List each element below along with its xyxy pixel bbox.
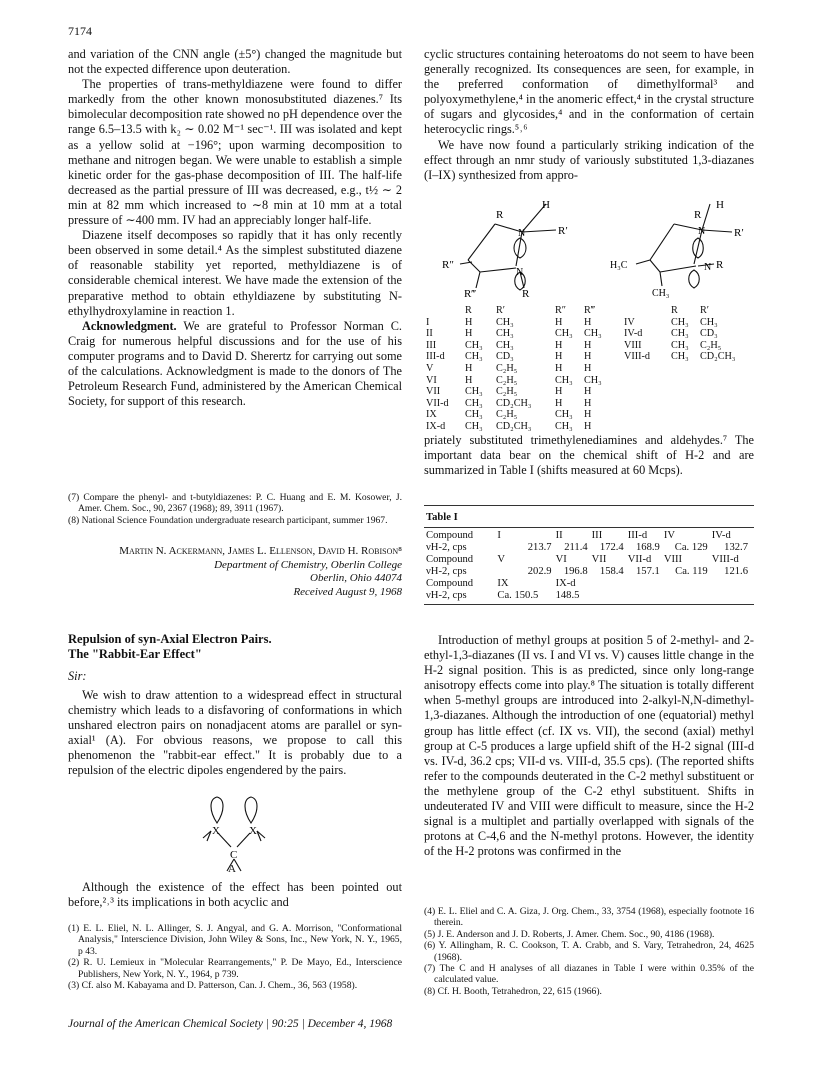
left-bottom-footnotes: [68, 923, 402, 991]
table-header-rule: [424, 527, 754, 528]
signature-block: [68, 545, 402, 599]
cell: VIII: [663, 554, 683, 566]
cell: CH₃: [465, 420, 483, 432]
cell: CH₃: [584, 328, 602, 340]
cell: H: [555, 386, 563, 398]
paragraph: We wish to draw attention to a widespread effect in structural chemistry which leads to a disfavoring of conformations in which unshared electron pairs on nonadjacent atoms are parallel or syn-axial¹ (A). For obvious reasons, we propose to call this phenomenon the "rabbit-ear effect." It is probably due to a repulsion of the electric dipoles engendered by the pairs.: [68, 688, 402, 778]
table-row: [426, 578, 752, 590]
table-title: Table I: [426, 512, 458, 523]
table-row: [624, 351, 738, 363]
left-column-top: [68, 47, 402, 409]
authors: Martin N. Ackermann, James L. Ellenson, David H. Robison⁸: [119, 545, 402, 557]
diazane-structure-left: [440, 196, 600, 300]
label-R-bottom: R: [522, 288, 530, 300]
page-number: 7174: [68, 24, 92, 38]
cell: νH-2, cps: [426, 590, 467, 602]
cell: H: [555, 351, 563, 363]
cell: VI: [555, 554, 567, 566]
cell: CH₃: [671, 328, 689, 340]
cell: 132.7: [724, 542, 748, 554]
label-N-top: N: [518, 228, 526, 239]
cell: VII-d: [627, 554, 652, 566]
cell: IX-d: [426, 420, 446, 432]
cell: CD₂CH₃: [496, 397, 532, 409]
header-cell: [426, 305, 465, 317]
table-row: [426, 530, 752, 542]
cell: 172.4: [599, 542, 624, 554]
cell: Ca. 150.5: [497, 590, 539, 602]
paragraph: priately substituted trimethylenediamines and aldehydes.⁷ The important data bear on the chemical shift of H-2 and are summarized in Table I (shifts measured at 60 Mcps).: [424, 433, 754, 478]
table-row: [426, 421, 613, 433]
cell: VII: [426, 386, 441, 398]
label-R: R: [496, 209, 504, 221]
cell: H: [584, 351, 592, 363]
table-header-row: [624, 305, 738, 317]
header-cell: R′: [700, 305, 710, 316]
cell: CH₃: [465, 409, 483, 421]
acknowledgment-text: We are grateful to Professor Norman C. Craig for numerous helpful discussions and for the use of his computer programs and to David D. Sherertz for carrying out some of the calculations. Acknowledgment is made to the donors of The Petroleum Research Fund, administered by the American Chemical Society, for support of this research.: [68, 318, 402, 409]
salutation: Sir:: [68, 669, 87, 683]
cell: IV: [663, 530, 675, 541]
table-row: [426, 554, 752, 566]
cell: VI: [426, 374, 437, 386]
diazane-structure-right: [606, 196, 756, 300]
cell: CH₃: [584, 374, 602, 386]
compound-table-right: [624, 305, 738, 363]
footnote: (2) R. U. Lemieux in "Molecular Rearrangements," P. De Mayo, Ed., Interscience Publishers, New York, N. Y., 1964, p 739.: [68, 957, 402, 980]
header-cell: R‴: [584, 305, 596, 316]
acknowledgment: [68, 319, 402, 410]
label-H: H: [542, 199, 550, 211]
cell: 213.7: [527, 542, 552, 554]
cell: VII: [591, 554, 607, 566]
cell: 121.6: [724, 566, 748, 578]
cell: C₂H₅: [496, 362, 518, 374]
cell: III-d: [627, 530, 648, 541]
table-bottom-rule: [424, 604, 754, 605]
label-R: R: [694, 209, 702, 221]
cell: 202.9: [527, 566, 552, 578]
table-row: [426, 375, 613, 387]
paragraph: The properties of trans-methyldiazene were found to differ markedly from the other known monosubstituted diazenes.⁷ Its bimolecular decomposition rate showed no pH dependence over the range 6.5–13.5 with k₂ ∼ 0.02 M⁻¹ sec⁻¹. III was isolated and kept as a yellow solid at −196°; upon warming decomposition to methane and nitrogen began. We were unable to establish a simple kinetic order for the gas-phase decomposition of III. The half-life decreased as the partial pressure of III was decreased, e.g., t½ ∼ 2 min at 82 mm which increased to ∼8 min at 10 mm at a total pressure of ∼400 mm. IV had an appreciably longer half-life.: [68, 77, 402, 228]
right-column-bottom: [424, 633, 754, 859]
journal-footer: Journal of the American Chemical Society | 90:25 | December 4, 1968: [68, 1018, 393, 1030]
cell: III-d: [426, 351, 445, 363]
cell: H: [584, 339, 592, 351]
cell: Compound: [426, 578, 474, 590]
cell: H: [555, 316, 563, 328]
cell: CH₃: [496, 339, 514, 351]
cell: CH₃: [465, 339, 483, 351]
table-header-row: [426, 305, 613, 317]
table-row: [624, 317, 738, 329]
cell: H: [555, 339, 563, 351]
cell: 211.4: [564, 542, 588, 554]
paragraph: Introduction of methyl groups at position 5 of 2-methyl- and 2-ethyl-1,3-diazanes (II vs. I and VI vs. V) causes little change in the H-2 signal position. This is as predicted, since only long-range anisotropy effects come into play.⁸ The situation is totally different when 5-methyl groups are introduced into 2-alkyl-N,N-dimethyl-1,3-diazanes. Although the introduction of one (equatorial) methyl group has little effect (cf. IX vs. VII), the second (axial) methyl group at C-5 produces a large upfield shift of the H-2 signal (III-d vs. IV-d, 36.2 cps; VII-d vs. VIII-d, 35.5 cps). (The reported shifts refer to the compounds deuterated in the C-2 methyl substituent or the methylene group of the C-2 ethyl substituent. Shifts in undeuterated IV and VIII were difficult to measure, since the H-2 signal is a multiplet and partially overlapped with signals of the protons at C-4,6 and the N-methyl protons. However, the identity of the H-2 protons was confirmed in the: [424, 633, 754, 859]
footnote: (8) National Science Foundation undergraduate research participant, summer 1967.: [68, 514, 388, 526]
cell: Compound: [426, 530, 474, 541]
label-N-bottom: N: [704, 262, 712, 273]
cell: 196.8: [563, 566, 588, 578]
cell: CH₃: [555, 420, 573, 432]
cell: CH₃: [496, 316, 514, 328]
paragraph: Diazene itself decomposes so rapidly that it has only recently been observed in some detail.⁴ As the simplest substituted diazene of reasonable stability yet reported, methyldiazene is of considerable chemical interest. We have made the extension of the preparative method to obtain ethyldiazene by substituting N-ethylhydroxylamine in reaction 1.: [68, 228, 402, 318]
cell: IX: [497, 578, 509, 590]
cell: CH₃: [700, 316, 718, 328]
paragraph: and variation of the CNN angle (±5°) changed the magnitude but not the expected difference upon deuteration.: [68, 47, 402, 77]
cell: VII-d: [426, 397, 449, 409]
cell: CH₃: [555, 328, 573, 340]
label-CH3: CH₃: [652, 288, 670, 299]
paragraph: Although the existence of the effect has been pointed out before,²˒³ its implications in both acyclic and: [68, 880, 402, 910]
label-H3C: H₃C: [610, 260, 628, 271]
label-Rpp: R″: [442, 259, 454, 271]
department: Department of Chemistry, Oberlin College: [214, 558, 402, 571]
cell: Ca. 119: [675, 566, 708, 578]
cell: C₂H₅: [496, 386, 518, 398]
cell: IX-d: [555, 578, 576, 590]
cell: 168.9: [635, 542, 660, 554]
cell: νH-2, cps: [426, 566, 467, 578]
cell: Compound: [426, 554, 474, 566]
cell: CH₃: [671, 339, 689, 351]
lone-pair-right: [245, 797, 257, 823]
cell: C₂H₅: [496, 374, 518, 386]
cell: IV: [624, 316, 635, 328]
cell: II: [426, 328, 433, 340]
table-row: [426, 409, 613, 421]
table-row: [426, 328, 613, 340]
atom-x-right: X: [249, 825, 257, 837]
cell: CD₂CH₃: [700, 351, 736, 363]
cell: III: [426, 339, 437, 351]
label-Rppp: R‴: [464, 288, 476, 300]
footnote: (8) Cf. H. Booth, Tetrahedron, 22, 615 (1966).: [424, 985, 602, 997]
footnote: (6) Y. Allingham, R. C. Cookson, T. A. Crabb, and S. Vary, Tetrahedron, 24, 4625 (1968).: [424, 940, 754, 963]
label-N-top: N: [698, 226, 706, 237]
cell: CH₃: [671, 351, 689, 363]
cell: IV-d: [711, 530, 731, 541]
header-cell: R″: [555, 305, 567, 316]
cell: V: [497, 554, 506, 566]
cell: IX: [426, 409, 437, 421]
cell: νH-2, cps: [426, 542, 467, 554]
label-Rp: R′: [734, 227, 744, 239]
cell: 148.5: [555, 590, 580, 602]
cell: H: [555, 362, 563, 374]
cell: I: [426, 316, 430, 328]
cell: III: [591, 530, 603, 541]
article-title-line2: The "Rabbit-Ear Effect": [68, 647, 202, 661]
cell: C₂H₅: [496, 409, 518, 421]
atom-x-left: X: [212, 825, 220, 837]
cell: V: [426, 362, 434, 374]
cell: H: [465, 374, 473, 386]
footnote: (3) Cf. also M. Kabayama and D. Patterson, Can. J. Chem., 36, 563 (1958).: [68, 980, 358, 992]
cell: Ca. 129: [674, 542, 708, 554]
cell: H: [584, 397, 592, 409]
cell: CH₃: [555, 374, 573, 386]
label-H: H: [716, 199, 724, 211]
cell: H: [465, 362, 473, 374]
footnote: (4) E. L. Eliel and C. A. Giza, J. Org. Chem., 33, 3754 (1968), especially footnote 16 therein.: [424, 906, 754, 929]
cell: CH₃: [496, 328, 514, 340]
cell: H: [465, 328, 473, 340]
cell: 157.1: [635, 566, 660, 578]
article-title-line1: Repulsion of syn-Axial Electron Pairs.: [68, 632, 272, 646]
table-row: [426, 386, 613, 398]
cell: I: [497, 530, 501, 541]
table-row: [426, 590, 752, 602]
table-top-rule: [424, 505, 754, 506]
cell: CH₃: [671, 316, 689, 328]
atom-c: C: [230, 849, 238, 861]
cell: H: [584, 386, 592, 398]
table-row: [426, 566, 752, 578]
article-para2: [68, 880, 402, 910]
cell: H: [555, 397, 563, 409]
cell: CD₃: [496, 351, 514, 363]
header-cell: R: [671, 305, 678, 316]
article-title: [68, 632, 272, 662]
footnote: (7) Compare the phenyl- and t-butyldiazenes: P. C. Huang and E. M. Kosower, J. Amer. Chem. Soc., 90, 2367 (1968); 89, 3911 (1967).: [68, 492, 402, 515]
cell: VIII: [624, 339, 642, 351]
table-row: [426, 351, 613, 363]
paragraph: We have now found a particularly striking indication of the effect through an nmr study of variously substituted 1,3-diazanes (I–IX) synthesized from appro-: [424, 137, 754, 182]
table-row: [426, 317, 613, 329]
paragraph: cyclic structures containing heteroatoms do not seem to have been generally recognized. Its consequences are seen, for example, in the preferred conformation of dimethylformal³ and polyoxymethylene,⁴ in the anomeric effect,⁴ in the crystal structure of sugars and glycosides,⁴ and in the conformation of certain heterocyclic rings.⁵˒⁶: [424, 47, 754, 137]
right-bottom-footnotes: [424, 906, 754, 997]
cell: CH₃: [465, 386, 483, 398]
lone-pair-left: [211, 797, 223, 823]
cell: C₂H₅: [700, 339, 722, 351]
cell: CH₃: [465, 397, 483, 409]
cell: CD₃: [700, 328, 718, 340]
header-cell: R: [465, 305, 472, 316]
cell: 158.4: [599, 566, 624, 578]
footnote: (1) E. L. Eliel, N. L. Allinger, S. J. Angyal, and G. A. Morrison, "Conformational Analysis," Interscience Division, John Wiley & Sons, Inc., New York, N. Y., 1965, p 43.: [68, 923, 402, 957]
structure-a-label: A: [228, 863, 236, 875]
table-row: [426, 363, 613, 375]
footnote: (7) The C and H analyses of all diazanes in Table I were within 0.35% of the calculated value.: [424, 963, 754, 986]
cell: VIII-d: [711, 554, 739, 566]
cell: CH₃: [465, 351, 483, 363]
cell: CD₂CH₃: [496, 420, 532, 432]
cell: H: [584, 420, 592, 432]
table-row: [624, 340, 738, 352]
cell: H: [584, 316, 592, 328]
label-N-bottom: N: [516, 267, 524, 278]
right-column-top: [424, 47, 754, 183]
label-Rp: R′: [558, 225, 568, 237]
table-row: [426, 398, 613, 410]
cell: H: [465, 316, 473, 328]
table-row: [426, 542, 752, 554]
table-row: [426, 340, 613, 352]
acknowledgment-heading: Acknowledgment.: [82, 318, 177, 333]
table-row: [624, 328, 738, 340]
footnote: (5) J. E. Anderson and J. D. Roberts, J. Amer. Chem. Soc., 90, 4186 (1968).: [424, 928, 715, 940]
compound-table-left: [426, 305, 613, 433]
cell: H: [584, 362, 592, 374]
received-date: Received August 9, 1968: [293, 585, 402, 598]
cell: H: [584, 409, 592, 421]
cell: IV-d: [624, 328, 643, 340]
left-top-footnotes: [68, 492, 402, 526]
article-para1: [68, 688, 402, 779]
location: Oberlin, Ohio 44074: [310, 572, 402, 585]
cell: CH₃: [555, 409, 573, 421]
header-cell: [624, 305, 671, 317]
label-R-bottom: R: [716, 259, 724, 271]
table-1: [426, 530, 752, 603]
cell: II: [555, 530, 563, 541]
right-mid-text: [424, 433, 754, 478]
header-cell: R′: [496, 305, 506, 316]
cell: VIII-d: [624, 351, 651, 363]
